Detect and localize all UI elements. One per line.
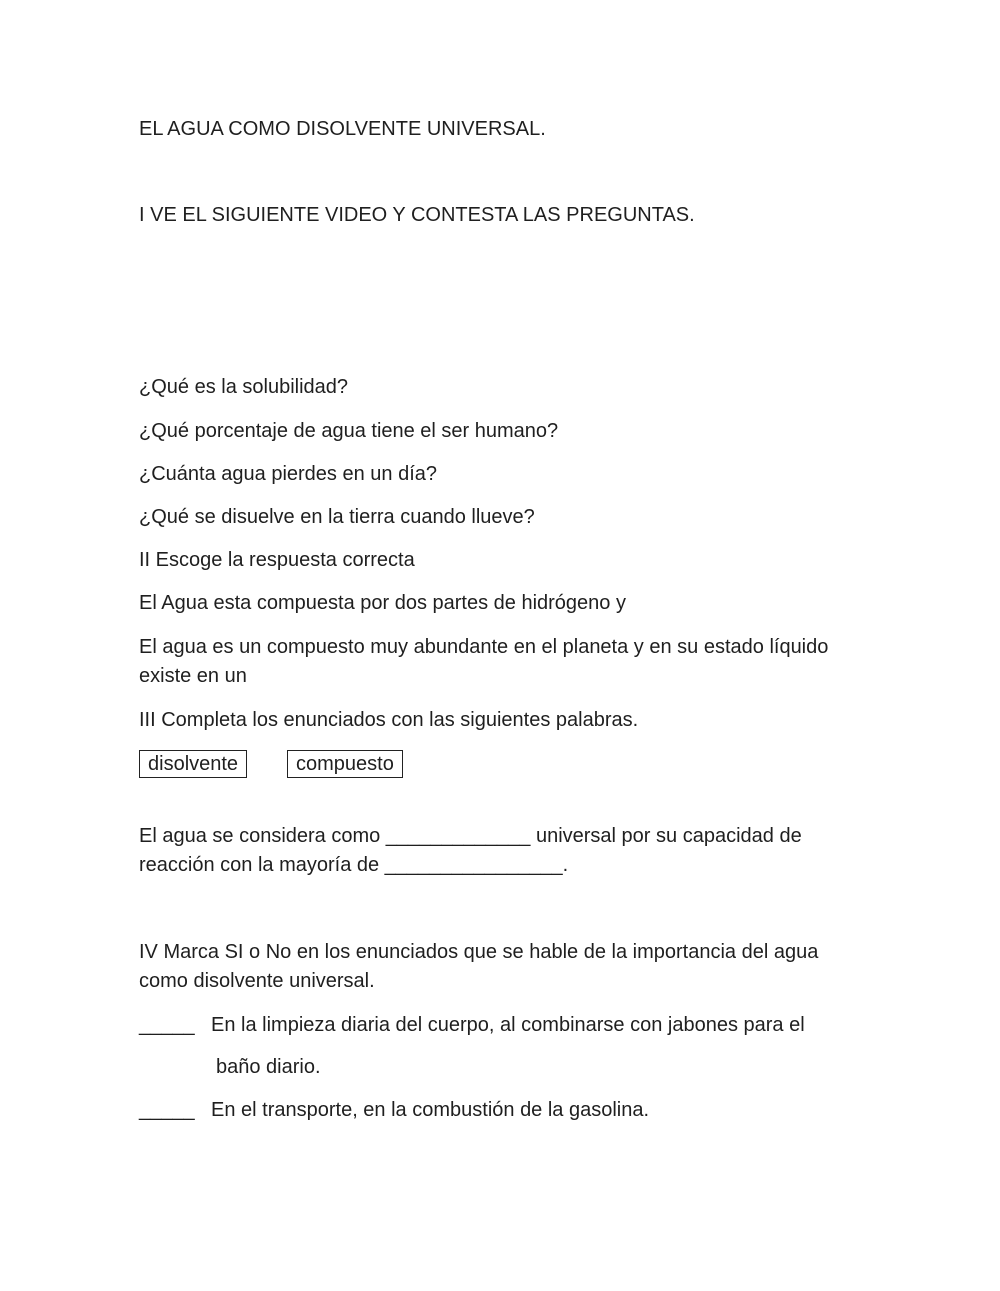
si-no-item-1-text: En la limpieza diaria del cuerpo, al combinarse con jabones para el xyxy=(211,1014,805,1036)
si-no-item-2-text: En el transporte, en la combustión de la gasolina. xyxy=(211,1099,650,1121)
word-bank-compuesto[interactable]: compuesto xyxy=(287,750,403,778)
fill-in-sentence: El agua se considera como _____________ universal por su capacidad de reacción con la mayoría de ________________. xyxy=(139,825,802,876)
question-1: ¿Qué es la solubilidad? xyxy=(139,376,349,398)
si-no-item-2 xyxy=(139,1096,649,1125)
page-title: EL AGUA COMO DISOLVENTE UNIVERSAL. xyxy=(139,118,546,140)
section-4-heading: IV Marca SI o No en los enunciados que se hable de la importancia del agua como disolvente universal. xyxy=(139,941,819,992)
question-3: ¿Cuánta agua pierdes en un día? xyxy=(139,463,437,485)
question-2: ¿Qué porcentaje de agua tiene el ser humano? xyxy=(139,420,559,442)
section-2-heading: II Escoge la respuesta correcta xyxy=(139,549,415,571)
answer-blank[interactable]: _____ xyxy=(139,1014,195,1036)
question-4: ¿Qué se disuelve en la tierra cuando llueve? xyxy=(139,506,535,528)
si-no-item-1 xyxy=(139,1011,805,1040)
section-3-heading: III Completa los enunciados con las siguientes palabras. xyxy=(139,709,639,731)
section-1-heading: I VE EL SIGUIENTE VIDEO Y CONTESTA LAS PREGUNTAS. xyxy=(139,204,695,226)
si-no-item-1-continuation: baño diario. xyxy=(216,1056,321,1078)
choice-item-2: El agua es un compuesto muy abundante en el planeta y en su estado líquido existe en un xyxy=(139,636,829,687)
choice-item-1: El Agua esta compuesta por dos partes de hidrógeno y xyxy=(139,592,626,614)
word-bank-disolvente[interactable]: disolvente xyxy=(139,750,247,778)
answer-blank[interactable]: _____ xyxy=(139,1099,195,1121)
